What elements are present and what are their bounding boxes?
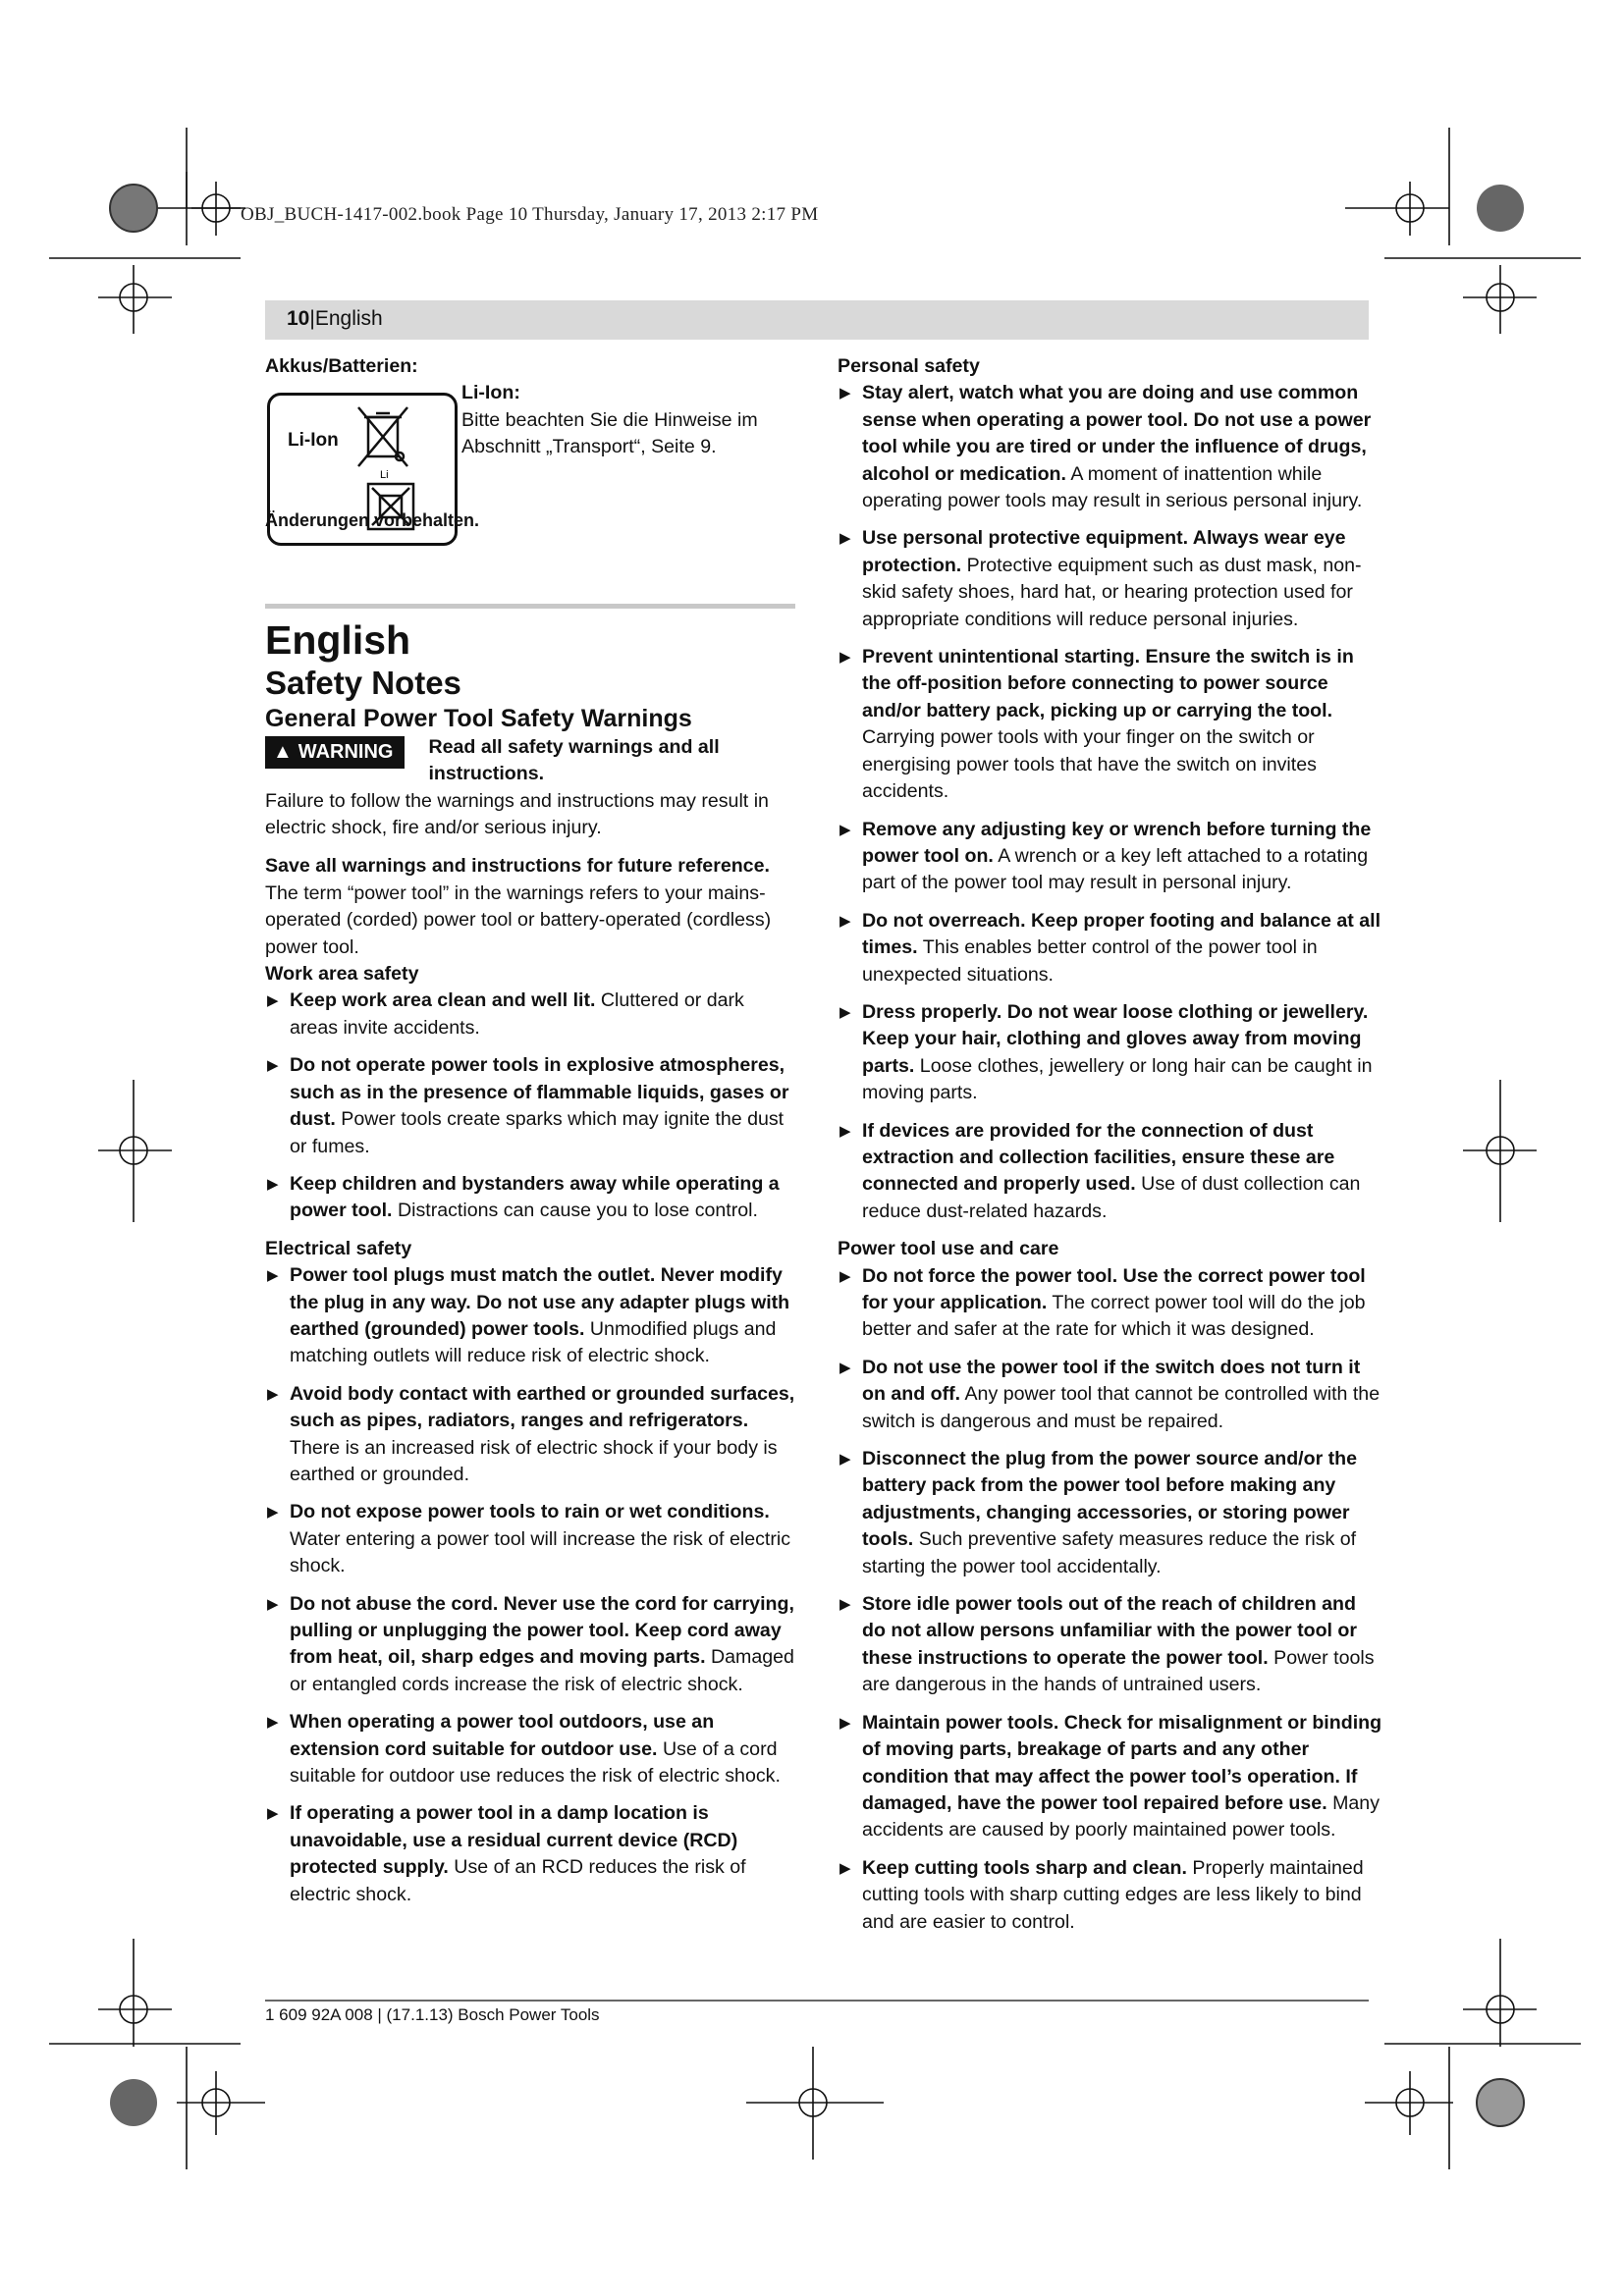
battery-note: Bitte beachten Sie die Hinweise im Abschnitt „Transport“, Seite 9. <box>461 408 758 458</box>
bullet-triangle-icon: ▶ <box>267 1175 279 1193</box>
bullet-triangle-icon: ▶ <box>267 992 279 1010</box>
bullet-triangle-icon: ▶ <box>267 1267 279 1285</box>
bullet-triangle-icon: ▶ <box>839 649 851 667</box>
liion-symbol-label: Li-Ion <box>288 430 339 451</box>
warning-block <box>265 734 795 842</box>
list-item: ▶ If devices are provided for the connection of dust extraction and collection facilities, ensure these are connected and properly used. Use of dust collection can reduce dust-related hazards. <box>839 1119 1361 1222</box>
warning-badge-label: WARNING <box>298 740 394 763</box>
list-item: ▶ Dress properly. Do not wear loose clothing or jewellery. Keep your hair, clothing and gloves away from moving parts. Loose clothes, jewellery or long hair can be caught in moving parts. <box>839 1000 1373 1104</box>
personal-list <box>838 380 1384 1225</box>
battery-note-block <box>461 380 795 500</box>
list-item: ▶ Keep cutting tools sharp and clean. Properly maintained cutting tools with sharp cutting edges are less likely to bind and are easier to control. <box>839 1856 1364 1933</box>
battery-heading: Akkus/Batterien: <box>265 355 418 377</box>
list-item: ▶ Keep children and bystanders away while operating a power tool. Distractions can cause you to lose control. <box>267 1172 780 1222</box>
bullet-triangle-icon: ▶ <box>839 1122 851 1140</box>
list-item: ▶ Do not expose power tools to rain or wet conditions. Water entering a power tool will increase the risk of electric shock. <box>267 1501 791 1577</box>
footer-rule <box>265 2000 1369 2002</box>
bullet-triangle-icon: ▶ <box>839 1003 851 1021</box>
section-rule <box>265 604 795 609</box>
bullet-triangle-icon: ▶ <box>839 530 851 548</box>
page-title: English <box>265 616 411 663</box>
warning-badge <box>265 736 405 769</box>
bullet-triangle-icon: ▶ <box>839 385 851 402</box>
bullet-triangle-icon: ▶ <box>267 1057 279 1075</box>
list-item: ▶ Do not abuse the cord. Never use the cord for carrying, pulling or unplugging the power tool. Keep cord away from heat, oil, sharp edges and moving parts. Damaged or entangled cords increase the risk of electric shock. <box>267 1592 794 1695</box>
electrical-list <box>265 1262 795 1908</box>
bullet-triangle-icon: ▶ <box>267 1595 279 1613</box>
general-warnings-heading: General Power Tool Safety Warnings <box>265 704 692 732</box>
use-care-title: Power tool use and care <box>838 1238 1059 1260</box>
safety-notes-heading: Safety Notes <box>265 664 461 701</box>
warning-bold: Read all safety warnings and all instructions. <box>428 735 720 785</box>
bullet-triangle-icon: ▶ <box>839 1859 851 1877</box>
list-item: ▶ Remove any adjusting key or wrench before turning the power tool on. A wrench or a key left attached to a rotating part of the power tool may result in personal injury. <box>839 818 1372 894</box>
warning-triangle-icon: ▲ <box>273 740 293 763</box>
print-info-line: OBJ_BUCH-1417-002.book Page 10 Thursday, January 17, 2013 2:17 PM <box>241 204 819 225</box>
list-item: ▶ Do not operate power tools in explosive atmospheres, such as in the presence of flammable liquids, gases or dust. Power tools create sparks which may ignite the dust or fumes. <box>267 1054 789 1157</box>
header-language: English <box>314 307 383 330</box>
list-item: ▶ Disconnect the plug from the power source and/or the battery pack from the power tool before making any adjustments, changing accessories, or storing power tools. Such preventive safety measures reduce the risk of starting the power tool accidentally. <box>839 1448 1358 1577</box>
right-column <box>838 353 1384 1947</box>
save-note: Save all warnings and instructions for future reference. <box>265 855 770 878</box>
bullet-triangle-icon: ▶ <box>839 1451 851 1468</box>
list-item: ▶ Stay alert, watch what you are doing and use common sense when operating a power tool. Do not use a power tool while you are tired or under the influence of drugs, alcohol or medication. A moment of inattention while operating power tools may result in serious personal injury. <box>839 382 1372 512</box>
bullet-triangle-icon: ▶ <box>267 1504 279 1522</box>
list-item: ▶ If operating a power tool in a damp location is unavoidable, use a residual current device (RCD) protected supply. Use of an RCD reduces the risk of electric shock. <box>267 1802 746 1905</box>
bullet-triangle-icon: ▶ <box>839 1714 851 1732</box>
work-area-title: Work area safety <box>265 963 419 986</box>
list-item: ▶ When operating a power tool outdoors, use an extension cord suitable for outdoor use. Use of a cord suitable for outdoor use reduces the risk of electric shock. <box>267 1711 781 1788</box>
page-footer: 1 609 92A 008 | (17.1.13) Bosch Power Tools <box>265 2005 600 2024</box>
list-item: ▶ Do not overreach. Keep proper footing and balance at all times. This enables better control of the power tool in unexpected situations. <box>839 909 1381 986</box>
list-item: ▶ Avoid body contact with earthed or grounded surfaces, such as pipes, radiators, ranges and refrigerators. There is an increased risk of electric shock if your body is earthed or grounded. <box>267 1382 795 1485</box>
page-number: 10 <box>287 307 310 330</box>
bullet-triangle-icon: ▶ <box>839 1596 851 1614</box>
bullet-triangle-icon: ▶ <box>267 1805 279 1823</box>
bullet-triangle-icon: ▶ <box>839 912 851 930</box>
bullet-triangle-icon: ▶ <box>839 1359 851 1376</box>
bullet-triangle-icon: ▶ <box>267 1714 279 1732</box>
header-separator: | <box>309 307 315 330</box>
list-item: ▶ Power tool plugs must match the outlet. Never modify the plug in any way. Do not use any adapter plugs with earthed (grounded) power tools. Unmodified plugs and matching outlets will reduce risk of electric shock. <box>267 1264 790 1367</box>
use-care-list <box>838 1263 1384 1936</box>
list-item: ▶ Do not force the power tool. Use the correct power tool for your application. The correct power tool will do the job better and safer at the rate for which it was designed. <box>839 1264 1366 1341</box>
electrical-title: Electrical safety <box>265 1237 412 1259</box>
page-header <box>287 307 383 331</box>
personal-title: Personal safety <box>838 355 980 377</box>
change-notice: Änderungen vorbehalten. <box>265 510 480 531</box>
term-note: The term “power tool” in the warnings refers to your mains-operated (corded) power tool or battery-operated (cordless) power tool. <box>265 881 772 958</box>
page-header-bar <box>265 300 1369 340</box>
left-column <box>265 353 795 1919</box>
list-item: ▶ Keep work area clean and well lit. Cluttered or dark areas invite accidents. <box>267 989 744 1039</box>
list-item: ▶ Maintain power tools. Check for misalignment or binding of moving parts, breakage of parts and any other condition that may affect the power tool’s operation. If damaged, have the power tool repaired before use. Many accidents are caused by poorly maintained power tools. <box>839 1711 1382 1842</box>
list-item: ▶ Do not use the power tool if the switch does not turn it on and off. Any power tool that cannot be controlled with the switch is dangerous and must be repaired. <box>839 1356 1380 1432</box>
li-sublabel: Li <box>380 469 389 481</box>
bullet-triangle-icon: ▶ <box>267 1385 279 1403</box>
battery-type: Li-Ion: <box>461 382 520 404</box>
list-item: ▶ Use personal protective equipment. Always wear eye protection. Protective equipment such as dust mask, non-skid safety shoes, hard hat, or hearing protection used for appropriate conditions will reduce personal injuries. <box>839 527 1362 630</box>
bullet-triangle-icon: ▶ <box>839 1267 851 1285</box>
warning-text: Failure to follow the warnings and instructions may result in electric shock, fire and/or serious injury. <box>265 789 769 839</box>
bullet-triangle-icon: ▶ <box>839 821 851 838</box>
work-area-list <box>265 988 795 1224</box>
list-item: ▶ Prevent unintentional starting. Ensure the switch is in the off-position before connecting to power source and/or battery pack, picking up or carrying the tool. Carrying power tools with your finger on the switch or energising power tools that have the switch on invites accidents. <box>839 646 1354 803</box>
list-item: ▶ Store idle power tools out of the reach of children and do not allow persons unfamiliar with the power tool or these instructions to operate the power tool. Power tools are dangerous in the hands of untrained users. <box>839 1593 1375 1696</box>
